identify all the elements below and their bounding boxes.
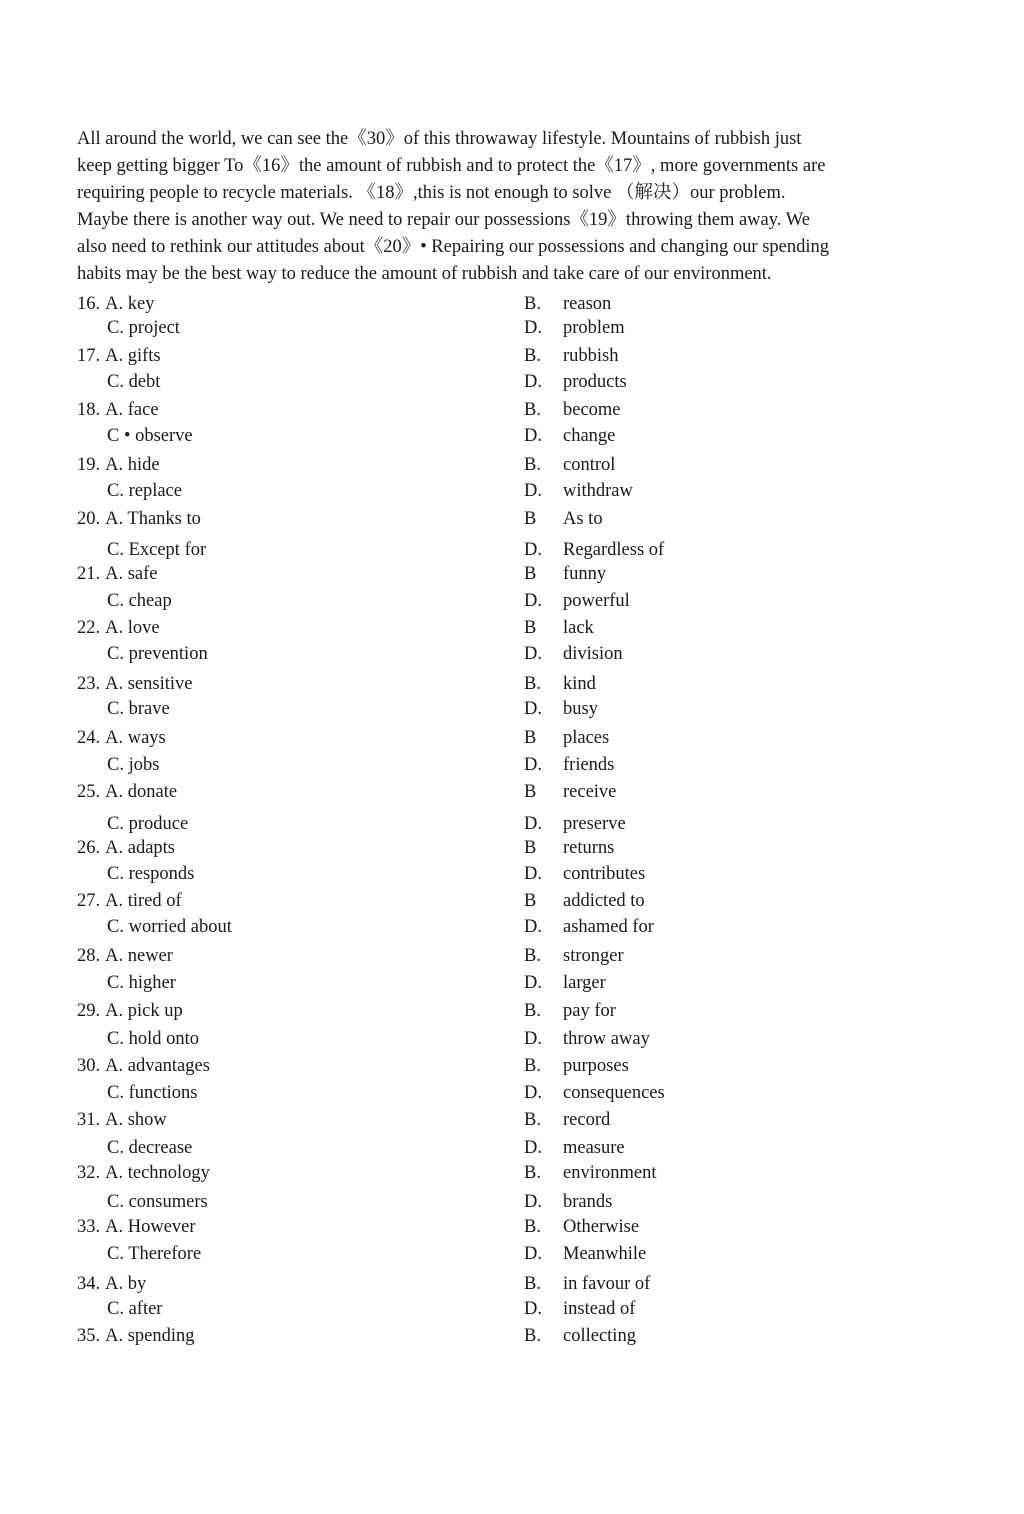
question-row (0, 811, 1024, 837)
option-c: C. project (107, 318, 180, 338)
option-a: A. love (105, 618, 160, 638)
question-number-and-option-a (77, 998, 183, 1024)
question-row (0, 291, 1024, 317)
option-b-letter: B. (524, 1056, 541, 1076)
option-b-letter: B. (524, 1163, 541, 1183)
option-c: C. Except for (107, 540, 207, 560)
question-row (0, 861, 1024, 887)
question-row (0, 1189, 1024, 1215)
option-a: A. advantages (105, 1056, 210, 1076)
question-number-and-option-a (77, 1323, 195, 1349)
option-a: A. show (105, 1110, 167, 1130)
option-b: As to (563, 509, 603, 529)
option-d: contributes (563, 864, 646, 884)
question-number-and-option-a (77, 671, 192, 697)
option-c: C • observe (107, 426, 193, 446)
option-d: products (563, 372, 627, 392)
passage-line: also need to rethink our attitudes about《20》• Repairing our possessions and changing our spending (77, 237, 830, 257)
option-b: funny (563, 564, 607, 584)
question-number-and-option-a (77, 615, 160, 641)
option-b-letter: B. (524, 1274, 541, 1294)
option-a: A. pick up (105, 1001, 183, 1021)
option-b: stronger (563, 946, 624, 966)
question-number: 20. (77, 509, 101, 529)
option-d-letter: D. (524, 973, 542, 993)
option-a: A. adapts (105, 838, 175, 858)
option-a: A. However (105, 1217, 196, 1237)
question-number: 25. (77, 782, 101, 802)
question-number-and-option-a (77, 779, 177, 805)
question-row (0, 343, 1024, 369)
option-a: A. donate (105, 782, 178, 802)
question-row (0, 888, 1024, 914)
option-d-letter: D. (524, 814, 542, 834)
option-b-letter: B. (524, 674, 541, 694)
question-number-and-option-a (77, 1271, 146, 1297)
option-d-letter: D. (524, 699, 542, 719)
option-d-letter: D. (524, 755, 542, 775)
option-b-letter: B (524, 838, 537, 858)
option-d-letter: D. (524, 864, 542, 884)
option-d: instead of (563, 1299, 636, 1319)
question-row (0, 397, 1024, 423)
option-b: environment (563, 1163, 657, 1183)
option-b: control (563, 455, 616, 475)
question-number: 21. (77, 564, 101, 584)
option-a: A. gifts (105, 346, 161, 366)
question-row (0, 696, 1024, 722)
question-row (0, 752, 1024, 778)
question-number: 24. (77, 728, 101, 748)
option-b: receive (563, 782, 617, 802)
option-b-letter: B. (524, 1217, 541, 1237)
question-row (0, 1135, 1024, 1161)
question-number-and-option-a (77, 725, 166, 751)
option-a: A. face (105, 400, 159, 420)
question-row (0, 615, 1024, 641)
option-b-letter: B. (524, 400, 541, 420)
question-row (0, 1160, 1024, 1186)
question-row (0, 970, 1024, 996)
option-c: C. debt (107, 372, 161, 392)
question-row (0, 478, 1024, 504)
question-row (0, 641, 1024, 667)
question-row (0, 537, 1024, 563)
question-row (0, 671, 1024, 697)
question-number-and-option-a (77, 888, 182, 914)
option-d: Regardless of (563, 540, 665, 560)
question-number-and-option-a (77, 1214, 196, 1240)
option-c: C. jobs (107, 755, 160, 775)
option-c: C. decrease (107, 1138, 193, 1158)
question-row (0, 452, 1024, 478)
option-b: record (563, 1110, 611, 1130)
question-number-and-option-a (77, 291, 154, 317)
option-d: Meanwhile (563, 1244, 647, 1264)
question-number: 30. (77, 1056, 101, 1076)
option-b-letter: B. (524, 455, 541, 475)
question-number: 31. (77, 1110, 101, 1130)
option-a: A. safe (105, 564, 158, 584)
option-c: C. functions (107, 1083, 198, 1103)
option-a: A. ways (105, 728, 166, 748)
option-b-letter: B (524, 509, 537, 529)
option-b: pay for (563, 1001, 616, 1021)
option-d: preserve (563, 814, 626, 834)
option-d: consequences (563, 1083, 665, 1103)
question-row (0, 1214, 1024, 1240)
question-number-and-option-a (77, 835, 175, 861)
option-b-letter: B. (524, 294, 541, 314)
option-c: C. Therefore (107, 1244, 202, 1264)
option-b-letter: B. (524, 1326, 541, 1346)
option-b: in favour of (563, 1274, 651, 1294)
option-d-letter: D. (524, 591, 542, 611)
question-number-and-option-a (77, 561, 158, 587)
option-a: A. newer (105, 946, 173, 966)
option-c: C. produce (107, 814, 189, 834)
option-d: brands (563, 1192, 613, 1212)
option-d: throw away (563, 1029, 650, 1049)
option-b-letter: B. (524, 1110, 541, 1130)
option-d-letter: D. (524, 426, 542, 446)
option-d-letter: D. (524, 644, 542, 664)
question-number: 34. (77, 1274, 101, 1294)
question-number-and-option-a (77, 397, 159, 423)
question-row (0, 561, 1024, 587)
option-c: C. prevention (107, 644, 208, 664)
question-row (0, 1053, 1024, 1079)
question-row (0, 315, 1024, 341)
question-number: 29. (77, 1001, 101, 1021)
option-d: friends (563, 755, 615, 775)
question-number: 28. (77, 946, 101, 966)
option-d-letter: D. (524, 481, 542, 501)
option-d-letter: D. (524, 1138, 542, 1158)
option-b: places (563, 728, 610, 748)
option-d-letter: D. (524, 917, 542, 937)
option-b: returns (563, 838, 615, 858)
question-row (0, 1271, 1024, 1297)
question-row (0, 779, 1024, 805)
option-c: C. brave (107, 699, 170, 719)
option-c: C. cheap (107, 591, 172, 611)
option-b-letter: B. (524, 1001, 541, 1021)
option-d: larger (563, 973, 606, 993)
question-number: 16. (77, 294, 101, 314)
question-row (0, 1107, 1024, 1133)
question-row (0, 423, 1024, 449)
option-b-letter: B (524, 782, 537, 802)
option-d-letter: D. (524, 372, 542, 392)
question-number: 33. (77, 1217, 101, 1237)
option-d: busy (563, 699, 598, 719)
option-b-letter: B (524, 728, 537, 748)
question-number-and-option-a (77, 1053, 210, 1079)
option-c: C. responds (107, 864, 195, 884)
option-d: ashamed for (563, 917, 654, 937)
question-number: 18. (77, 400, 101, 420)
option-a: A. by (105, 1274, 147, 1294)
question-number: 32. (77, 1163, 101, 1183)
question-number-and-option-a (77, 1107, 167, 1133)
option-c: C. hold onto (107, 1029, 199, 1049)
question-number: 23. (77, 674, 101, 694)
option-d-letter: D. (524, 1299, 542, 1319)
option-a: A. hide (105, 455, 160, 475)
passage-line: requiring people to recycle materials. 《18》,this is not enough to solve （解决）our problem. (77, 183, 786, 203)
option-d-letter: D. (524, 1083, 542, 1103)
option-d: problem (563, 318, 625, 338)
question-row (0, 1323, 1024, 1349)
question-row (0, 835, 1024, 861)
question-row (0, 369, 1024, 395)
question-row (0, 1241, 1024, 1267)
option-d-letter: D. (524, 318, 542, 338)
option-c: C. replace (107, 481, 182, 501)
option-d-letter: D. (524, 1192, 542, 1212)
option-d-letter: D. (524, 1244, 542, 1264)
option-b: Otherwise (563, 1217, 640, 1237)
option-b: lack (563, 618, 594, 638)
passage-line: Maybe there is another way out. We need to repair our possessions《19》throwing them away. We (77, 210, 810, 230)
question-row (0, 914, 1024, 940)
option-b-letter: B (524, 618, 537, 638)
question-row (0, 1026, 1024, 1052)
option-a: A. technology (105, 1163, 210, 1183)
option-b-letter: B. (524, 346, 541, 366)
option-d-letter: D. (524, 1029, 542, 1049)
option-b-letter: B (524, 891, 537, 911)
question-row (0, 943, 1024, 969)
option-c: C. higher (107, 973, 176, 993)
question-row (0, 1080, 1024, 1106)
passage-line: habits may be the best way to reduce the amount of rubbish and take care of our environment. (77, 264, 772, 284)
question-number: 22. (77, 618, 101, 638)
passage-line: All around the world, we can see the《30》of this throwaway lifestyle. Mountains of rubbish just (77, 129, 802, 149)
option-c: C. after (107, 1299, 163, 1319)
option-d: measure (563, 1138, 625, 1158)
question-number: 27. (77, 891, 101, 911)
option-b: become (563, 400, 621, 420)
option-d: withdraw (563, 481, 633, 501)
question-number-and-option-a (77, 343, 161, 369)
question-number-and-option-a (77, 506, 201, 532)
option-a: A. key (105, 294, 155, 314)
question-number: 17. (77, 346, 101, 366)
option-b: purposes (563, 1056, 629, 1076)
question-row (0, 998, 1024, 1024)
question-number-and-option-a (77, 452, 160, 478)
question-number-and-option-a (77, 943, 173, 969)
option-c: C. consumers (107, 1192, 208, 1212)
option-d: powerful (563, 591, 630, 611)
question-row (0, 588, 1024, 614)
option-b-letter: B (524, 564, 537, 584)
question-number-and-option-a (77, 1160, 210, 1186)
option-b: kind (563, 674, 596, 694)
option-c: C. worried about (107, 917, 232, 937)
option-b: rubbish (563, 346, 619, 366)
option-d-letter: D. (524, 540, 542, 560)
option-b: reason (563, 294, 612, 314)
question-number: 19. (77, 455, 101, 475)
question-row (0, 725, 1024, 751)
question-row (0, 506, 1024, 532)
option-a: A. spending (105, 1326, 195, 1346)
question-row (0, 1296, 1024, 1322)
option-d: change (563, 426, 616, 446)
option-b: addicted to (563, 891, 645, 911)
question-number: 35. (77, 1326, 101, 1346)
option-b-letter: B. (524, 946, 541, 966)
option-a: A. Thanks to (105, 509, 201, 529)
question-number: 26. (77, 838, 101, 858)
option-a: A. tired of (105, 891, 182, 911)
option-a: A. sensitive (105, 674, 193, 694)
passage-line: keep getting bigger To《16》the amount of rubbish and to protect the《17》, more governments are (77, 156, 826, 176)
option-b: collecting (563, 1326, 636, 1346)
option-d: division (563, 644, 623, 664)
